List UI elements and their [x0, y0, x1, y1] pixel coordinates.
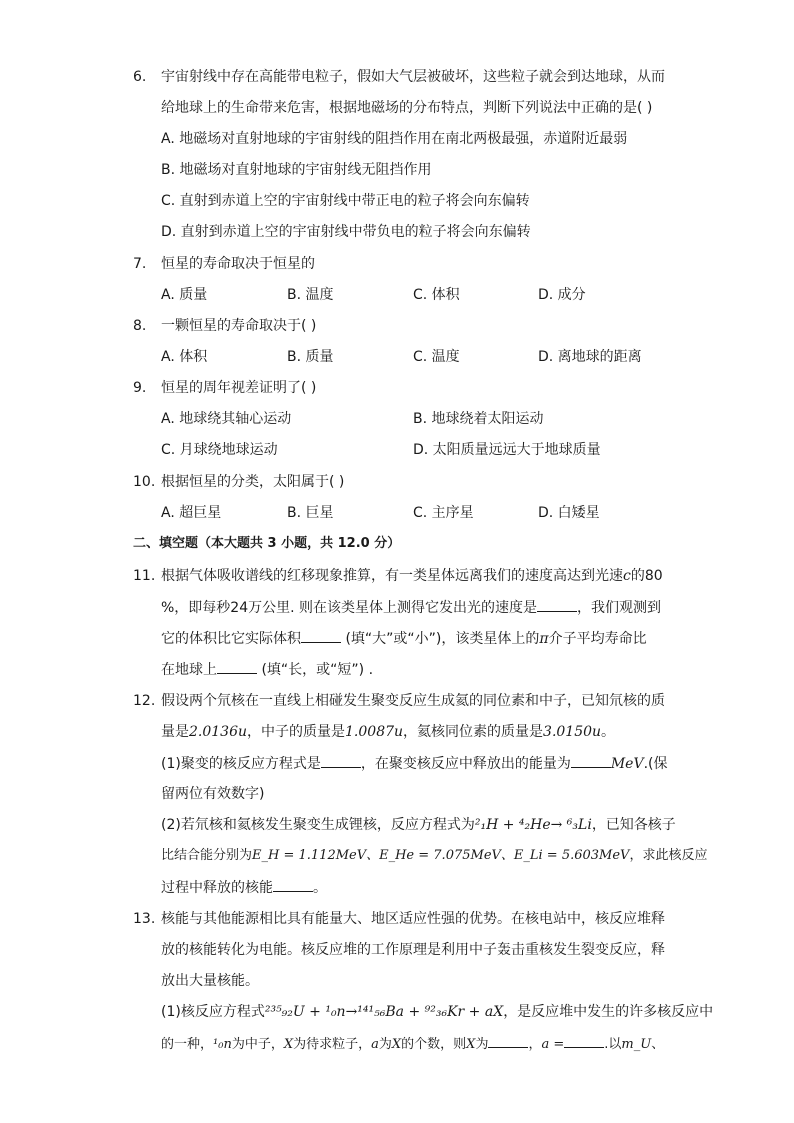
question-8-option-c: C. 温度: [413, 349, 460, 365]
question-9-option-a: A. 地球绕其轴心运动: [161, 411, 292, 427]
question-12-line-1: 假设两个氘核在一直线上相碰发生聚变反应生成氦的同位素和中子，已知氘核的质: [161, 693, 665, 709]
question-12-line-3: (1)聚变的核反应方程式是 ，在聚变核反应中释放出的能量为 MeV.(保: [161, 753, 668, 774]
question-11-line-4: 在地球上 (填“长，或“短”) .: [161, 659, 373, 680]
question-12-number: 12.: [133, 693, 156, 709]
question-8-option-b: B. 质量: [287, 349, 334, 365]
question-7-option-d: D. 成分: [538, 287, 586, 303]
question-8-stem: 一颗恒星的寿命取决于( ): [161, 318, 317, 334]
question-6-number: 6.: [133, 69, 147, 85]
question-7-stem: 恒星的寿命取决于恒星的: [161, 256, 315, 272]
answer-blank[interactable]: [488, 1033, 528, 1048]
question-10-stem: 根据恒星的分类，太阳属于( ): [161, 474, 345, 490]
question-7-number: 7.: [133, 256, 147, 272]
answer-blank[interactable]: [273, 877, 313, 892]
question-10-option-d: D. 白矮星: [538, 505, 600, 521]
question-9-option-b: B. 地球绕着太阳运动: [413, 411, 544, 427]
question-13-line-1: 核能与其他能源相比具有能量大、地区适应性强的优势。在核电站中，核反应堆释: [161, 911, 665, 927]
question-9-option-c: C. 月球绕地球运动: [161, 442, 278, 458]
question-6-option-c: C. 直射到赤道上空的宇宙射线中带正电的粒子将会向东偏转: [161, 193, 530, 209]
question-12-line-2: 量是2.0136u，中子的质量是1.0087u，氦核同位素的质量是3.0150u。: [161, 724, 616, 740]
question-6-stem-line-2: 给地球上的生命带来危害，根据地磁场的分布特点，判断下列说法中正确的是( ): [161, 100, 653, 116]
answer-blank[interactable]: [217, 659, 257, 674]
question-8-option-a: A. 体积: [161, 349, 208, 365]
answer-blank[interactable]: [571, 753, 611, 768]
question-9-option-d: D. 太阳质量远远大于地球质量: [413, 442, 601, 458]
answer-blank[interactable]: [321, 753, 361, 768]
question-13-number: 13.: [133, 911, 156, 927]
question-7-option-b: B. 温度: [287, 287, 334, 303]
question-12-line-6: 比结合能分别为E_H = 1.112MeV、E_He = 7.075MeV、E_Li = 5.603MeV，求此核反应: [161, 848, 708, 863]
question-11-line-1: 根据气体吸收谱线的红移现象推算，有一类星体远离我们的速度高达到光速c的80: [161, 568, 663, 584]
question-7-option-c: C. 体积: [413, 287, 460, 303]
answer-blank[interactable]: [537, 597, 577, 612]
section-2-heading: 二、填空题（本大题共 3 小题，共 12.0 分）: [133, 536, 401, 551]
question-12-line-4: 留两位有效数字): [161, 786, 265, 802]
question-9-stem: 恒星的周年视差证明了( ): [161, 380, 317, 396]
answer-blank[interactable]: [564, 1033, 604, 1048]
question-12-line-7: 过程中释放的核能 。: [161, 877, 327, 898]
question-6-stem-line-1: 宇宙射线中存在高能带电粒子，假如大气层被破坏，这些粒子就会到达地球，从而: [161, 69, 665, 85]
question-12-line-5: (2)若氘核和氦核发生聚变生成锂核，反应方程式为²₁H + ⁴₂He→ ⁶₃Li，已知各核子: [161, 817, 676, 833]
question-13-line-2: 放的核能转化为电能。核反应堆的工作原理是利用中子轰击重核发生裂变反应，释: [161, 942, 665, 958]
question-6-option-d: D. 直射到赤道上空的宇宙射线中带负电的粒子将会向东偏转: [161, 224, 531, 240]
question-11-line-2: %，即每秒24万公里. 则在该类星体上测得它发出光的速度是 ，我们观测到: [161, 597, 661, 618]
question-11-number: 11.: [133, 568, 156, 584]
question-13-line-3: 放出大量核能。: [161, 973, 259, 989]
question-6-option-b: B. 地磁场对直射地球的宇宙射线无阻挡作用: [161, 162, 432, 178]
question-10-option-b: B. 巨星: [287, 505, 334, 521]
question-11-line-3: 它的体积比它实际体积 (填“大”或“小”)，该类星体上的π介子平均寿命比: [161, 628, 647, 649]
question-10-option-c: C. 主序星: [413, 505, 474, 521]
answer-blank[interactable]: [301, 628, 341, 643]
question-13-line-4: (1)核反应方程式²³⁵₉₂U + ¹₀n→¹⁴¹₅₆Ba + ⁹²₃₆Kr + aX，是反应堆中发生的许多核反应中: [161, 1004, 714, 1020]
question-9-number: 9.: [133, 380, 147, 396]
question-10-number: 10.: [133, 474, 156, 490]
question-7-option-a: A. 质量: [161, 287, 208, 303]
question-6-option-a: A. 地磁场对直射地球的宇宙射线的阻挡作用在南北两极最强，赤道附近最弱: [161, 131, 628, 147]
question-8-option-d: D. 离地球的距离: [538, 349, 642, 365]
question-10-option-a: A. 超巨星: [161, 505, 222, 521]
question-8-number: 8.: [133, 318, 147, 334]
question-13-line-5: 的一种，¹₀n为中子，X为待求粒子，a为X的个数，则X为 ，a = .以m_U、: [161, 1033, 664, 1055]
